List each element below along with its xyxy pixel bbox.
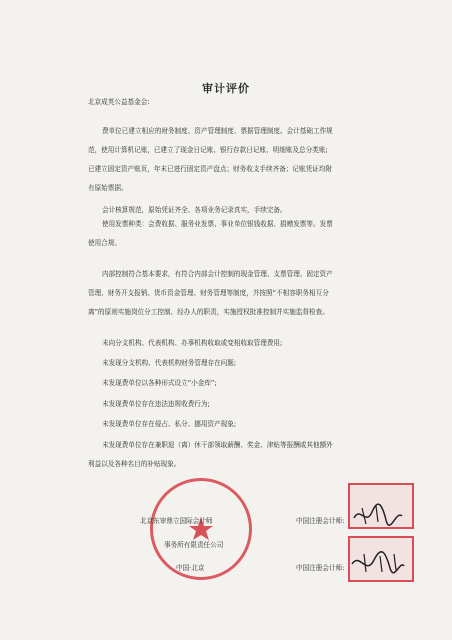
paragraph-line: 内部控制符合基本要求，有符合内部会计控制的现金管理、支票管理、固定资产 [102, 270, 333, 278]
finding-item: 未向分支机构、代表机构、办事机构收取或变相收取管理费用; [102, 339, 283, 347]
salutation: 北京成英公益基金会: [88, 98, 150, 106]
finding-item-multiline [88, 436, 380, 474]
paragraph-financial-system [88, 122, 380, 198]
finding-item: 未发现分支机构、代表机构财务管理存在问题; [102, 359, 237, 367]
paragraph-line: 范，使用计算机记账，已建立了现金日记账、银行存款日记账、明细账及总分类账; [88, 146, 328, 154]
paragraph-line: 使用合规。 [88, 239, 121, 247]
paragraph-internal-control [88, 265, 380, 322]
paragraph-line: 费单位已建立相应的财务制度、资产管理制度、票据管理制度。会计基础工作规 [102, 127, 333, 135]
finding-item: 未发现费单位以各种形式设立“小金库”; [102, 379, 217, 387]
page-title: 审计评价 [202, 82, 250, 95]
cpa-label-1: 中国注册会计师: [296, 517, 345, 525]
paragraph-line: 已建立固定资产账页，年末已进行固定资产盘点；财务收支手续齐备；记账凭证均附 [88, 165, 332, 173]
paragraph-line: 有原始票据。 [88, 184, 128, 192]
paragraph-invoices [88, 215, 380, 253]
cpa-label-2: 中国注册会计师: [296, 564, 345, 572]
signature-1 [352, 500, 404, 530]
paragraph-line: 利益以及各种名目的补贴现象。 [88, 460, 181, 468]
paragraph-line: 离”的原则实施岗位分工控制、经办人的职责，实施授权批准控制并实施监督检查。 [88, 308, 329, 316]
firm-location: 中国·北京 [176, 564, 205, 572]
signature-2 [350, 548, 406, 578]
paragraph-line: 使用发票种类：会费收据、服务业发票、事业单位银钱收据、捐赠发票等。发票 [102, 220, 333, 228]
paragraph-line: 未发现费单位存在兼职退（离）休干部领取薪酬、奖金、津贴等报酬或其他额外 [102, 441, 333, 449]
firm-name-line2: 事务所有限责任公司 [164, 541, 224, 549]
finding-item: 未发现费单位存在违法违规收费行为; [102, 400, 210, 408]
firm-name-line1: 北京东审鼎立国际会计师 [140, 517, 213, 525]
finding-item: 未发现费单位存在侵占、私分、挪用资产现象; [102, 420, 237, 428]
paragraph-line: 会计核算规范，原始凭证齐全、各项业务记录真实，手续完备。 [102, 206, 287, 214]
paragraph-line: 管理、财务开支报销、货币资金管理、财务管理等制度，并按照“不相容职务相互分 [88, 289, 329, 297]
